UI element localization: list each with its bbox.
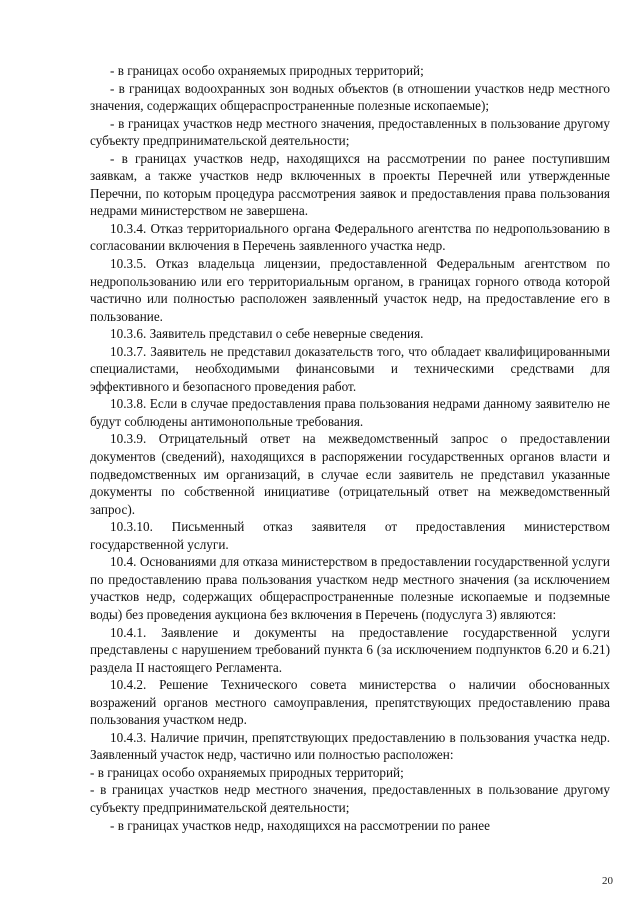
paragraph-17: - в границах участков недр, находящихся на рассмотрении по ранее <box>110 817 490 833</box>
paragraph-14: 10.4.3. Наличие причин, препятствующих предоставлению в пользования участка недр. Заявленный участок недр, частично или полностью расположен: <box>90 729 610 763</box>
paragraph-2: - в границах участков недр местного значения, предоставленных в пользование другому субъекту предпринимательской деятельности; <box>90 115 610 149</box>
paragraph-9: 10.3.9. Отрицательный ответ на межведомственный запрос о предоставлении документов (сведений), находящихся в распоряжении государственных органов власти и подведомственных им организаций, в случае если заявитель не представил указанные документы по собственной инициативе (отрицательный ответ на межведомственный запрос). <box>90 431 610 517</box>
document-body <box>90 62 610 834</box>
paragraph-5: 10.3.5. Отказ владельца лицензии, предоставленной Федеральным агентством по недропользованию или его территориальным органом, в границах горного отвода которой частично или полностью расположен заявленный участок недр, на предоставление его в пользование. <box>90 256 610 324</box>
page-number: 20 <box>602 875 613 887</box>
paragraph-13: 10.4.2. Решение Технического совета министерства о наличии обоснованных возражений органов местного самоуправления, препятствующих предоставлению права пользования участком недр. <box>90 677 610 728</box>
paragraph-8: 10.3.8. Если в случае предоставления права пользования недрами данному заявителю не будут соблюдены антимонопольные требования. <box>90 396 610 429</box>
paragraph-16: - в границах участков недр местного значения, предоставленных в пользование другому субъекту предпринимательской деятельности; <box>90 782 610 815</box>
paragraph-7: 10.3.7. Заявитель не представил доказательств того, что обладает квалифицированными специалистами, необходимыми финансовыми и техническими средствами для эффективного и безопасного проведения работ. <box>90 343 610 394</box>
paragraph-12: 10.4.1. Заявление и документы на предоставление государственной услуги представлены с нарушением требований пункта 6 (за исключением подпунктов 6.20 и 6.21) раздела II настоящего Регламента. <box>90 624 610 675</box>
paragraph-15: - в границах особо охраняемых природных территорий; <box>90 764 404 780</box>
paragraph-3: - в границах участков недр, находящихся на рассмотрении по ранее поступившим заявкам, а также участков недр включенных в проекты Перечней или утвержденные Перечни, по которым процедура рассмотрения заявок и предоставления права пользования недрами министерством не завершена. <box>90 150 610 219</box>
paragraph-0: - в границах особо охраняемых природных территорий; <box>110 63 424 78</box>
paragraph-1: - в границах водоохранных зон водных объектов (в отношении участков недр местного значения, содержащих общераспространенные полезные ископаемые); <box>90 80 610 114</box>
paragraph-4: 10.3.4. Отказ территориального органа Федерального агентства по недропользованию в согласовании включения в Перечень заявленного участка недр. <box>90 220 610 254</box>
paragraph-10: 10.3.10. Письменный отказ заявителя от предоставления министерством государственной услуги. <box>90 519 610 552</box>
paragraph-11: 10.4. Основаниями для отказа министерством в предоставлении государственной услуги по предоставлению права пользования участком недр местного значения (за исключением участков недр, содержащих общераспространенные полезные ископаемые и подземные воды) без проведения аукциона без включения в Перечень (подуслуга 3) являются: <box>90 554 610 622</box>
paragraph-6: 10.3.6. Заявитель представил о себе неверные сведения. <box>110 326 424 342</box>
